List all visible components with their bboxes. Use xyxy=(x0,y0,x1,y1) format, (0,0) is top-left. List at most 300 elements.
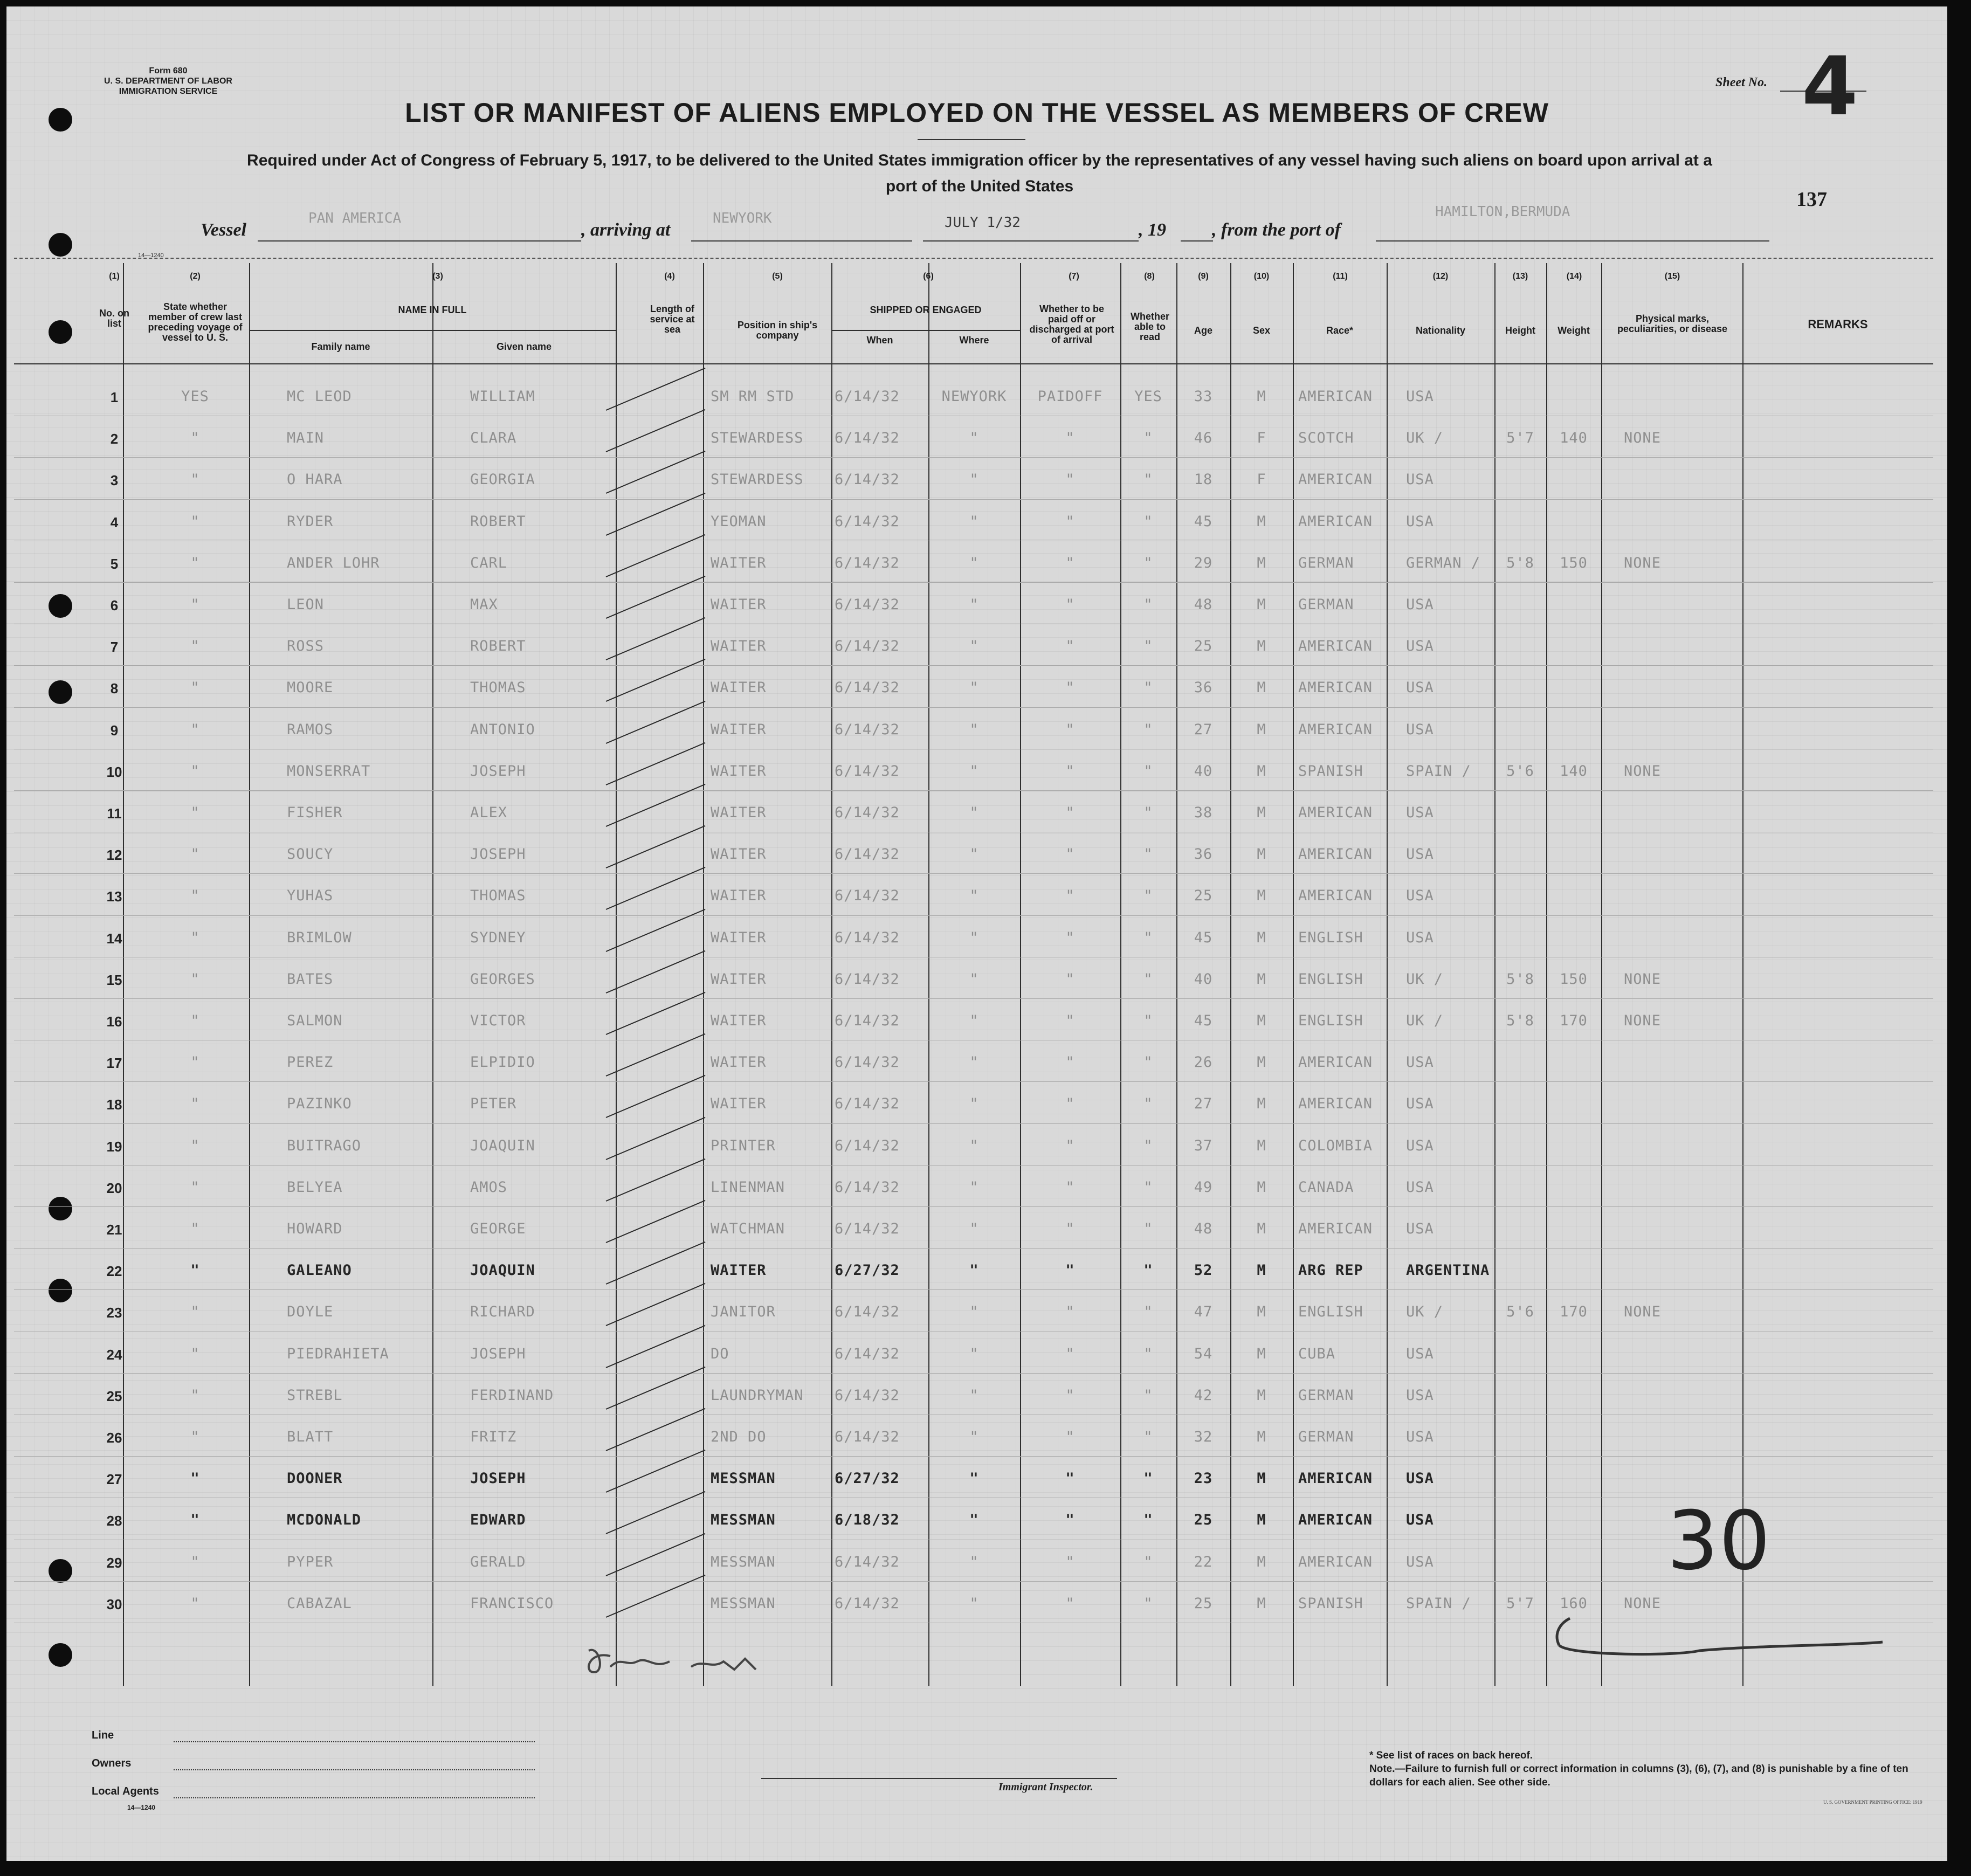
col-num-7: (7) xyxy=(1069,272,1079,281)
cell-where: " xyxy=(969,804,979,821)
row-number: 5 xyxy=(110,555,119,572)
cell-age: 49 xyxy=(1194,1178,1213,1196)
cell-position: MESSMAN xyxy=(711,1470,776,1487)
cell-given: THOMAS xyxy=(470,887,526,905)
col-header-weight: Weight xyxy=(1557,325,1590,336)
cell-nat: UK / xyxy=(1406,970,1444,988)
cell-paid: " xyxy=(1065,1387,1075,1404)
row-number: 20 xyxy=(106,1180,122,1196)
cell-prev: " xyxy=(190,1429,200,1445)
cell-nat: USA xyxy=(1406,1553,1434,1570)
cell-age: 46 xyxy=(1194,430,1213,447)
cell-sex: M xyxy=(1257,1387,1266,1404)
cell-given: WILLIAM xyxy=(470,388,535,405)
cell-sex: M xyxy=(1257,679,1266,696)
cell-read: " xyxy=(1143,1054,1153,1071)
row-number: 24 xyxy=(106,1346,122,1363)
cell-position: WAITER xyxy=(711,887,767,905)
cell-prev: " xyxy=(190,596,200,613)
cell-weight: 150 xyxy=(1560,970,1588,988)
cell-where: " xyxy=(969,1178,979,1196)
cell-race: AMERICAN xyxy=(1298,638,1373,655)
print-code: 14—1240 xyxy=(138,252,164,259)
cell-sex: M xyxy=(1257,970,1266,988)
cell-paid: " xyxy=(1065,1553,1075,1570)
cell-nat: USA xyxy=(1406,846,1434,863)
cell-prev: " xyxy=(190,638,200,655)
cell-when: 6/14/32 xyxy=(835,1054,900,1071)
cell-family: PEREZ xyxy=(287,1054,334,1071)
cell-height: 5'6 xyxy=(1506,1303,1534,1321)
cell-paid: " xyxy=(1065,1303,1075,1321)
cell-prev: " xyxy=(190,929,200,946)
cell-position: WAITER xyxy=(711,1012,767,1029)
cell-nat: USA xyxy=(1406,721,1434,738)
cell-given: ALEX xyxy=(470,804,508,821)
cell-family: CABAZAL xyxy=(287,1595,352,1612)
sheet-number-value: 4 xyxy=(1802,40,1858,134)
cell-read: " xyxy=(1143,1012,1153,1029)
cell-family: MC LEOD xyxy=(287,388,352,405)
col-header-prev-voyage: State whether member of crew last preceding voyage of vessel to U. S. xyxy=(148,301,243,343)
cell-age: 45 xyxy=(1194,513,1213,530)
col-header-shipped: SHIPPED OR ENGAGED xyxy=(870,305,982,315)
cell-nat: USA xyxy=(1406,1095,1434,1113)
cell-given: JOSEPH xyxy=(470,846,526,863)
cell-sex: M xyxy=(1257,846,1266,863)
cell-family: GALEANO xyxy=(287,1262,352,1279)
cell-when: 6/14/32 xyxy=(835,1178,900,1196)
cell-paid: " xyxy=(1065,1345,1075,1362)
row-number: 6 xyxy=(110,597,119,613)
cell-paid: " xyxy=(1065,721,1075,738)
cell-sex: M xyxy=(1257,1553,1266,1570)
cell-family: BELYEA xyxy=(287,1178,343,1196)
cell-paid: " xyxy=(1065,679,1075,696)
col-num-4: (4) xyxy=(664,272,675,281)
cell-family: FISHER xyxy=(287,804,343,821)
cell-paid: " xyxy=(1065,970,1075,988)
cell-age: 47 xyxy=(1194,1303,1213,1321)
col-num-6: (6) xyxy=(923,272,934,281)
cell-height: 5'7 xyxy=(1506,1595,1534,1612)
cell-sex: M xyxy=(1257,1012,1266,1029)
cell-nat: UK / xyxy=(1406,430,1444,447)
row-number: 30 xyxy=(106,1596,122,1612)
cell-age: 18 xyxy=(1194,471,1213,488)
cell-read: " xyxy=(1143,430,1153,447)
handwritten-total: 30 xyxy=(1667,1494,1771,1588)
row-number: 25 xyxy=(106,1388,122,1404)
cell-race: AMERICAN xyxy=(1298,887,1373,905)
cell-where: " xyxy=(969,1387,979,1404)
cell-given: ELPIDIO xyxy=(470,1054,535,1071)
cell-paid: " xyxy=(1065,1262,1075,1279)
cell-read: " xyxy=(1143,1137,1153,1154)
cell-nat: GERMAN / xyxy=(1406,554,1481,571)
col-header-given-name: Given name xyxy=(496,341,552,352)
cell-given: THOMAS xyxy=(470,679,526,696)
cell-given: JOAQUIN xyxy=(470,1262,535,1279)
cell-nat: USA xyxy=(1406,679,1434,696)
cell-prev: " xyxy=(190,1595,200,1612)
cell-where: " xyxy=(969,1137,979,1154)
cell-race: ENGLISH xyxy=(1298,1012,1363,1029)
row-number: 8 xyxy=(110,680,119,697)
row-number: 10 xyxy=(106,763,122,780)
cell-family: ANDER LOHR xyxy=(287,554,380,571)
cell-given: RICHARD xyxy=(470,1303,535,1321)
inspector-label: Immigrant Inspector. xyxy=(998,1781,1093,1793)
footer-form-code: 14—1240 xyxy=(127,1804,156,1811)
cell-where: " xyxy=(969,430,979,447)
row-number: 2 xyxy=(110,431,119,447)
page-title: LIST OR MANIFEST OF ALIENS EMPLOYED ON THE VESSEL AS MEMBERS OF CREW xyxy=(405,98,1549,128)
cell-paid: " xyxy=(1065,1178,1075,1196)
cell-age: 52 xyxy=(1194,1262,1213,1279)
cell-sex: M xyxy=(1257,1303,1266,1321)
cell-weight: 170 xyxy=(1560,1012,1588,1029)
cell-position: WAITER xyxy=(711,596,767,613)
cell-race: AMERICAN xyxy=(1298,1095,1373,1113)
cell-age: 32 xyxy=(1194,1429,1213,1445)
cell-when: 6/14/32 xyxy=(835,846,900,863)
cell-prev: " xyxy=(190,1345,200,1362)
cell-sex: M xyxy=(1257,804,1266,821)
cell-where: " xyxy=(969,596,979,613)
cell-given: JOSEPH xyxy=(470,1345,526,1362)
cell-when: 6/14/32 xyxy=(835,1387,900,1404)
cell-position: SM RM STD xyxy=(711,388,795,405)
cell-prev: " xyxy=(190,1512,200,1529)
cell-read: " xyxy=(1143,596,1153,613)
cell-nat: USA xyxy=(1406,1054,1434,1071)
cell-age: 38 xyxy=(1194,804,1213,821)
cell-paid: " xyxy=(1065,1512,1075,1529)
row-number: 27 xyxy=(106,1471,122,1488)
cell-paid: " xyxy=(1065,554,1075,571)
cell-position: STEWARDESS xyxy=(711,430,804,447)
row-number: 21 xyxy=(106,1222,122,1238)
cell-height: 5'8 xyxy=(1506,970,1534,988)
cell-family: PIEDRAHIETA xyxy=(287,1345,389,1362)
col-num-2: (2) xyxy=(190,272,201,281)
cell-where: " xyxy=(969,1470,979,1487)
cell-given: VICTOR xyxy=(470,1012,526,1029)
col-num-9: (9) xyxy=(1198,272,1209,281)
cell-paid: " xyxy=(1065,1429,1075,1445)
cell-nat: USA xyxy=(1406,804,1434,821)
cell-paid: " xyxy=(1065,638,1075,655)
row-number: 13 xyxy=(106,888,122,905)
cell-paid: " xyxy=(1065,1095,1075,1113)
cell-position: 2ND DO xyxy=(711,1429,767,1445)
cell-paid: " xyxy=(1065,596,1075,613)
cell-given: FERDINAND xyxy=(470,1387,554,1404)
cell-nat: USA xyxy=(1406,1137,1434,1154)
cell-paid: " xyxy=(1065,804,1075,821)
cell-race: GERMAN xyxy=(1298,554,1354,571)
cell-race: ARG REP xyxy=(1298,1262,1363,1279)
cell-paid: " xyxy=(1065,887,1075,905)
printer-imprint: U. S. GOVERNMENT PRINTING OFFICE: 1919 xyxy=(1823,1799,1922,1805)
cell-where: " xyxy=(969,762,979,780)
cell-age: 40 xyxy=(1194,970,1213,988)
cell-prev: " xyxy=(190,471,200,488)
cell-position: JANITOR xyxy=(711,1303,776,1321)
cell-prev: " xyxy=(190,513,200,530)
cell-age: 37 xyxy=(1194,1137,1213,1154)
manifest-sheet xyxy=(6,6,1947,1861)
cell-when: 6/14/32 xyxy=(835,1095,900,1113)
cell-read: " xyxy=(1143,1387,1153,1404)
sheet-number-label: Sheet No. xyxy=(1715,75,1767,89)
cell-position: MESSMAN xyxy=(711,1595,776,1612)
cell-position: MESSMAN xyxy=(711,1553,776,1570)
cell-prev: YES xyxy=(181,388,209,405)
cell-given: GERALD xyxy=(470,1553,526,1570)
row-number: 4 xyxy=(110,514,119,530)
cell-family: RYDER xyxy=(287,513,334,530)
cell-prev: " xyxy=(190,804,200,821)
cell-read: " xyxy=(1143,1429,1153,1445)
cell-age: 26 xyxy=(1194,1054,1213,1071)
col-num-1: (1) xyxy=(109,272,120,281)
cell-prev: " xyxy=(190,1303,200,1321)
total-underline-hook xyxy=(1557,1618,1570,1645)
cell-where: " xyxy=(969,679,979,696)
cell-read: " xyxy=(1143,1470,1153,1487)
year-label: , 19 xyxy=(1139,220,1166,240)
cell-given: PETER xyxy=(470,1095,517,1113)
cell-position: DO xyxy=(711,1345,729,1362)
cell-where: " xyxy=(969,1429,979,1445)
cell-sex: M xyxy=(1257,388,1266,405)
cell-position: WAITER xyxy=(711,762,767,780)
stamp-number: 137 xyxy=(1796,188,1827,211)
cell-position: WAITER xyxy=(711,1262,767,1279)
cell-race: AMERICAN xyxy=(1298,1220,1373,1237)
cell-when: 6/27/32 xyxy=(835,1262,900,1279)
cell-read: " xyxy=(1143,1303,1153,1321)
row-number: 11 xyxy=(107,805,122,822)
cell-read: YES xyxy=(1134,388,1162,405)
cell-sex: M xyxy=(1257,1512,1266,1529)
cell-position: STEWARDESS xyxy=(711,471,804,488)
cell-age: 25 xyxy=(1194,887,1213,905)
cell-age: 25 xyxy=(1194,1512,1213,1529)
cell-given: EDWARD xyxy=(470,1512,526,1529)
cell-nat: USA xyxy=(1406,513,1434,530)
cell-prev: " xyxy=(190,887,200,905)
cell-prev: " xyxy=(190,554,200,571)
col-header-remarks: REMARKS xyxy=(1808,318,1868,331)
cell-paid: " xyxy=(1065,513,1075,530)
cell-age: 29 xyxy=(1194,554,1213,571)
cell-sex: M xyxy=(1257,1137,1266,1154)
footer-agents-label: Local Agents xyxy=(92,1785,159,1797)
col-header-age: Age xyxy=(1194,325,1212,336)
col-header-family-name: Family name xyxy=(311,341,370,352)
vessel-label: Vessel xyxy=(201,220,246,240)
cell-nat: USA xyxy=(1406,1512,1434,1529)
cell-position: WAITER xyxy=(711,554,767,571)
cell-read: " xyxy=(1143,1595,1153,1612)
col-header-race: Race* xyxy=(1326,325,1354,336)
cell-where: " xyxy=(969,554,979,571)
cell-when: 6/14/32 xyxy=(835,1553,900,1570)
cell-given: AMOS xyxy=(470,1178,508,1196)
cell-paid: " xyxy=(1065,1220,1075,1237)
cell-age: 36 xyxy=(1194,679,1213,696)
cell-race: AMERICAN xyxy=(1298,679,1373,696)
cell-family: PAZINKO xyxy=(287,1095,352,1113)
col-num-11: (11) xyxy=(1333,272,1348,281)
cell-race: AMERICAN xyxy=(1298,804,1373,821)
cell-family: MOORE xyxy=(287,679,334,696)
row-number: 7 xyxy=(110,639,119,656)
cell-prev: " xyxy=(190,1054,200,1071)
cell-read: " xyxy=(1143,554,1153,571)
cell-family: YUHAS xyxy=(287,887,334,905)
cell-sex: M xyxy=(1257,1095,1266,1113)
cell-given: JOAQUIN xyxy=(470,1137,535,1154)
cell-when: 6/14/32 xyxy=(835,762,900,780)
cell-when: 6/14/32 xyxy=(835,513,900,530)
cell-paid: " xyxy=(1065,846,1075,863)
cell-nat: ARGENTINA xyxy=(1406,1262,1490,1279)
cell-when: 6/14/32 xyxy=(835,679,900,696)
cell-nat: USA xyxy=(1406,1178,1434,1196)
cell-where: " xyxy=(969,1012,979,1029)
cell-race: COLOMBIA xyxy=(1298,1137,1373,1154)
cell-age: 27 xyxy=(1194,721,1213,738)
cell-family: BUITRAGO xyxy=(287,1137,362,1154)
cell-weight: 140 xyxy=(1560,430,1588,447)
cell-given: GEORGE xyxy=(470,1220,526,1237)
cell-race: CANADA xyxy=(1298,1178,1354,1196)
cell-age: 25 xyxy=(1194,1595,1213,1612)
row-number: 28 xyxy=(106,1513,122,1529)
cell-where: " xyxy=(969,887,979,905)
cell-sex: M xyxy=(1257,721,1266,738)
cell-prev: " xyxy=(190,1553,200,1570)
cell-position: PRINTER xyxy=(711,1137,776,1154)
cell-when: 6/27/32 xyxy=(835,1470,900,1487)
cell-marks: NONE xyxy=(1624,1303,1662,1321)
cell-prev: " xyxy=(190,1220,200,1237)
cell-where: " xyxy=(969,721,979,738)
row-number: 16 xyxy=(106,1013,122,1030)
cell-marks: NONE xyxy=(1624,1595,1662,1612)
cell-position: WAITER xyxy=(711,929,767,946)
cell-nat: USA xyxy=(1406,596,1434,613)
cell-race: ENGLISH xyxy=(1298,1303,1363,1321)
cell-prev: " xyxy=(190,846,200,863)
cell-sex: F xyxy=(1257,471,1266,488)
cell-position: MESSMAN xyxy=(711,1512,776,1529)
cell-sex: M xyxy=(1257,929,1266,946)
col-num-5: (5) xyxy=(772,272,783,281)
inspector-signature-line xyxy=(761,1778,1117,1779)
cell-paid: " xyxy=(1065,471,1075,488)
cell-position: WAITER xyxy=(711,1095,767,1113)
cell-where: " xyxy=(969,471,979,488)
cell-read: " xyxy=(1143,1178,1153,1196)
cell-prev: " xyxy=(190,1262,200,1279)
cell-nat: USA xyxy=(1406,471,1434,488)
cell-age: 48 xyxy=(1194,596,1213,613)
cell-sex: M xyxy=(1257,513,1266,530)
cell-sex: M xyxy=(1257,596,1266,613)
cell-given: SYDNEY xyxy=(470,929,526,946)
cell-marks: NONE xyxy=(1624,554,1662,571)
cell-when: 6/14/32 xyxy=(835,1595,900,1612)
col-header-length-service: Length of service at sea xyxy=(650,304,695,335)
cell-nat: SPAIN / xyxy=(1406,1595,1471,1612)
cell-family: MCDONALD xyxy=(287,1512,362,1529)
footer-line-field xyxy=(174,1741,535,1742)
cell-race: AMERICAN xyxy=(1298,1512,1373,1529)
row-number: 22 xyxy=(106,1263,122,1280)
cell-when: 6/14/32 xyxy=(835,1137,900,1154)
row-number: 14 xyxy=(106,930,122,947)
cell-where: " xyxy=(969,1345,979,1362)
footer-owners-field xyxy=(174,1769,535,1770)
col-header-physical-marks: Physical marks, peculiarities, or disease xyxy=(1617,313,1728,334)
cell-position: WAITER xyxy=(711,970,767,988)
cell-position: WAITER xyxy=(711,679,767,696)
cell-sex: M xyxy=(1257,762,1266,780)
cell-height: 5'7 xyxy=(1506,430,1534,447)
cell-age: 36 xyxy=(1194,846,1213,863)
cell-position: LAUNDRYMAN xyxy=(711,1387,804,1404)
col-header-height: Height xyxy=(1505,325,1535,336)
cell-where: " xyxy=(969,638,979,655)
col-num-13: (13) xyxy=(1512,272,1528,281)
cell-prev: " xyxy=(190,1095,200,1113)
cell-read: " xyxy=(1143,721,1153,738)
cell-when: 6/14/32 xyxy=(835,554,900,571)
row-number: 29 xyxy=(106,1554,122,1571)
col-header-when: When xyxy=(866,335,893,346)
row-number: 23 xyxy=(106,1305,122,1321)
cell-given: CARL xyxy=(470,554,508,571)
col-header-nationality: Nationality xyxy=(1415,325,1465,336)
cell-where: " xyxy=(969,1595,979,1612)
cell-read: " xyxy=(1143,804,1153,821)
cell-prev: " xyxy=(190,1012,200,1029)
cell-sex: M xyxy=(1257,1262,1266,1279)
cell-where: " xyxy=(969,1220,979,1237)
row-number: 26 xyxy=(106,1430,122,1446)
cell-race: AMERICAN xyxy=(1298,721,1373,738)
cell-paid: " xyxy=(1065,430,1075,447)
row-number: 18 xyxy=(106,1096,122,1113)
cell-where: " xyxy=(969,929,979,946)
cell-nat: USA xyxy=(1406,1470,1434,1487)
col-header-paid-off: Whether to be paid off or discharged at port of arrival xyxy=(1029,304,1114,345)
cell-marks: NONE xyxy=(1624,1012,1662,1029)
cell-read: " xyxy=(1143,929,1153,946)
cell-read: " xyxy=(1143,762,1153,780)
row-number: 19 xyxy=(106,1138,122,1155)
cell-race: GERMAN xyxy=(1298,1387,1354,1404)
col-num-15: (15) xyxy=(1664,272,1680,281)
cell-age: 42 xyxy=(1194,1387,1213,1404)
cell-family: BRIMLOW xyxy=(287,929,352,946)
cell-when: 6/14/32 xyxy=(835,430,900,447)
